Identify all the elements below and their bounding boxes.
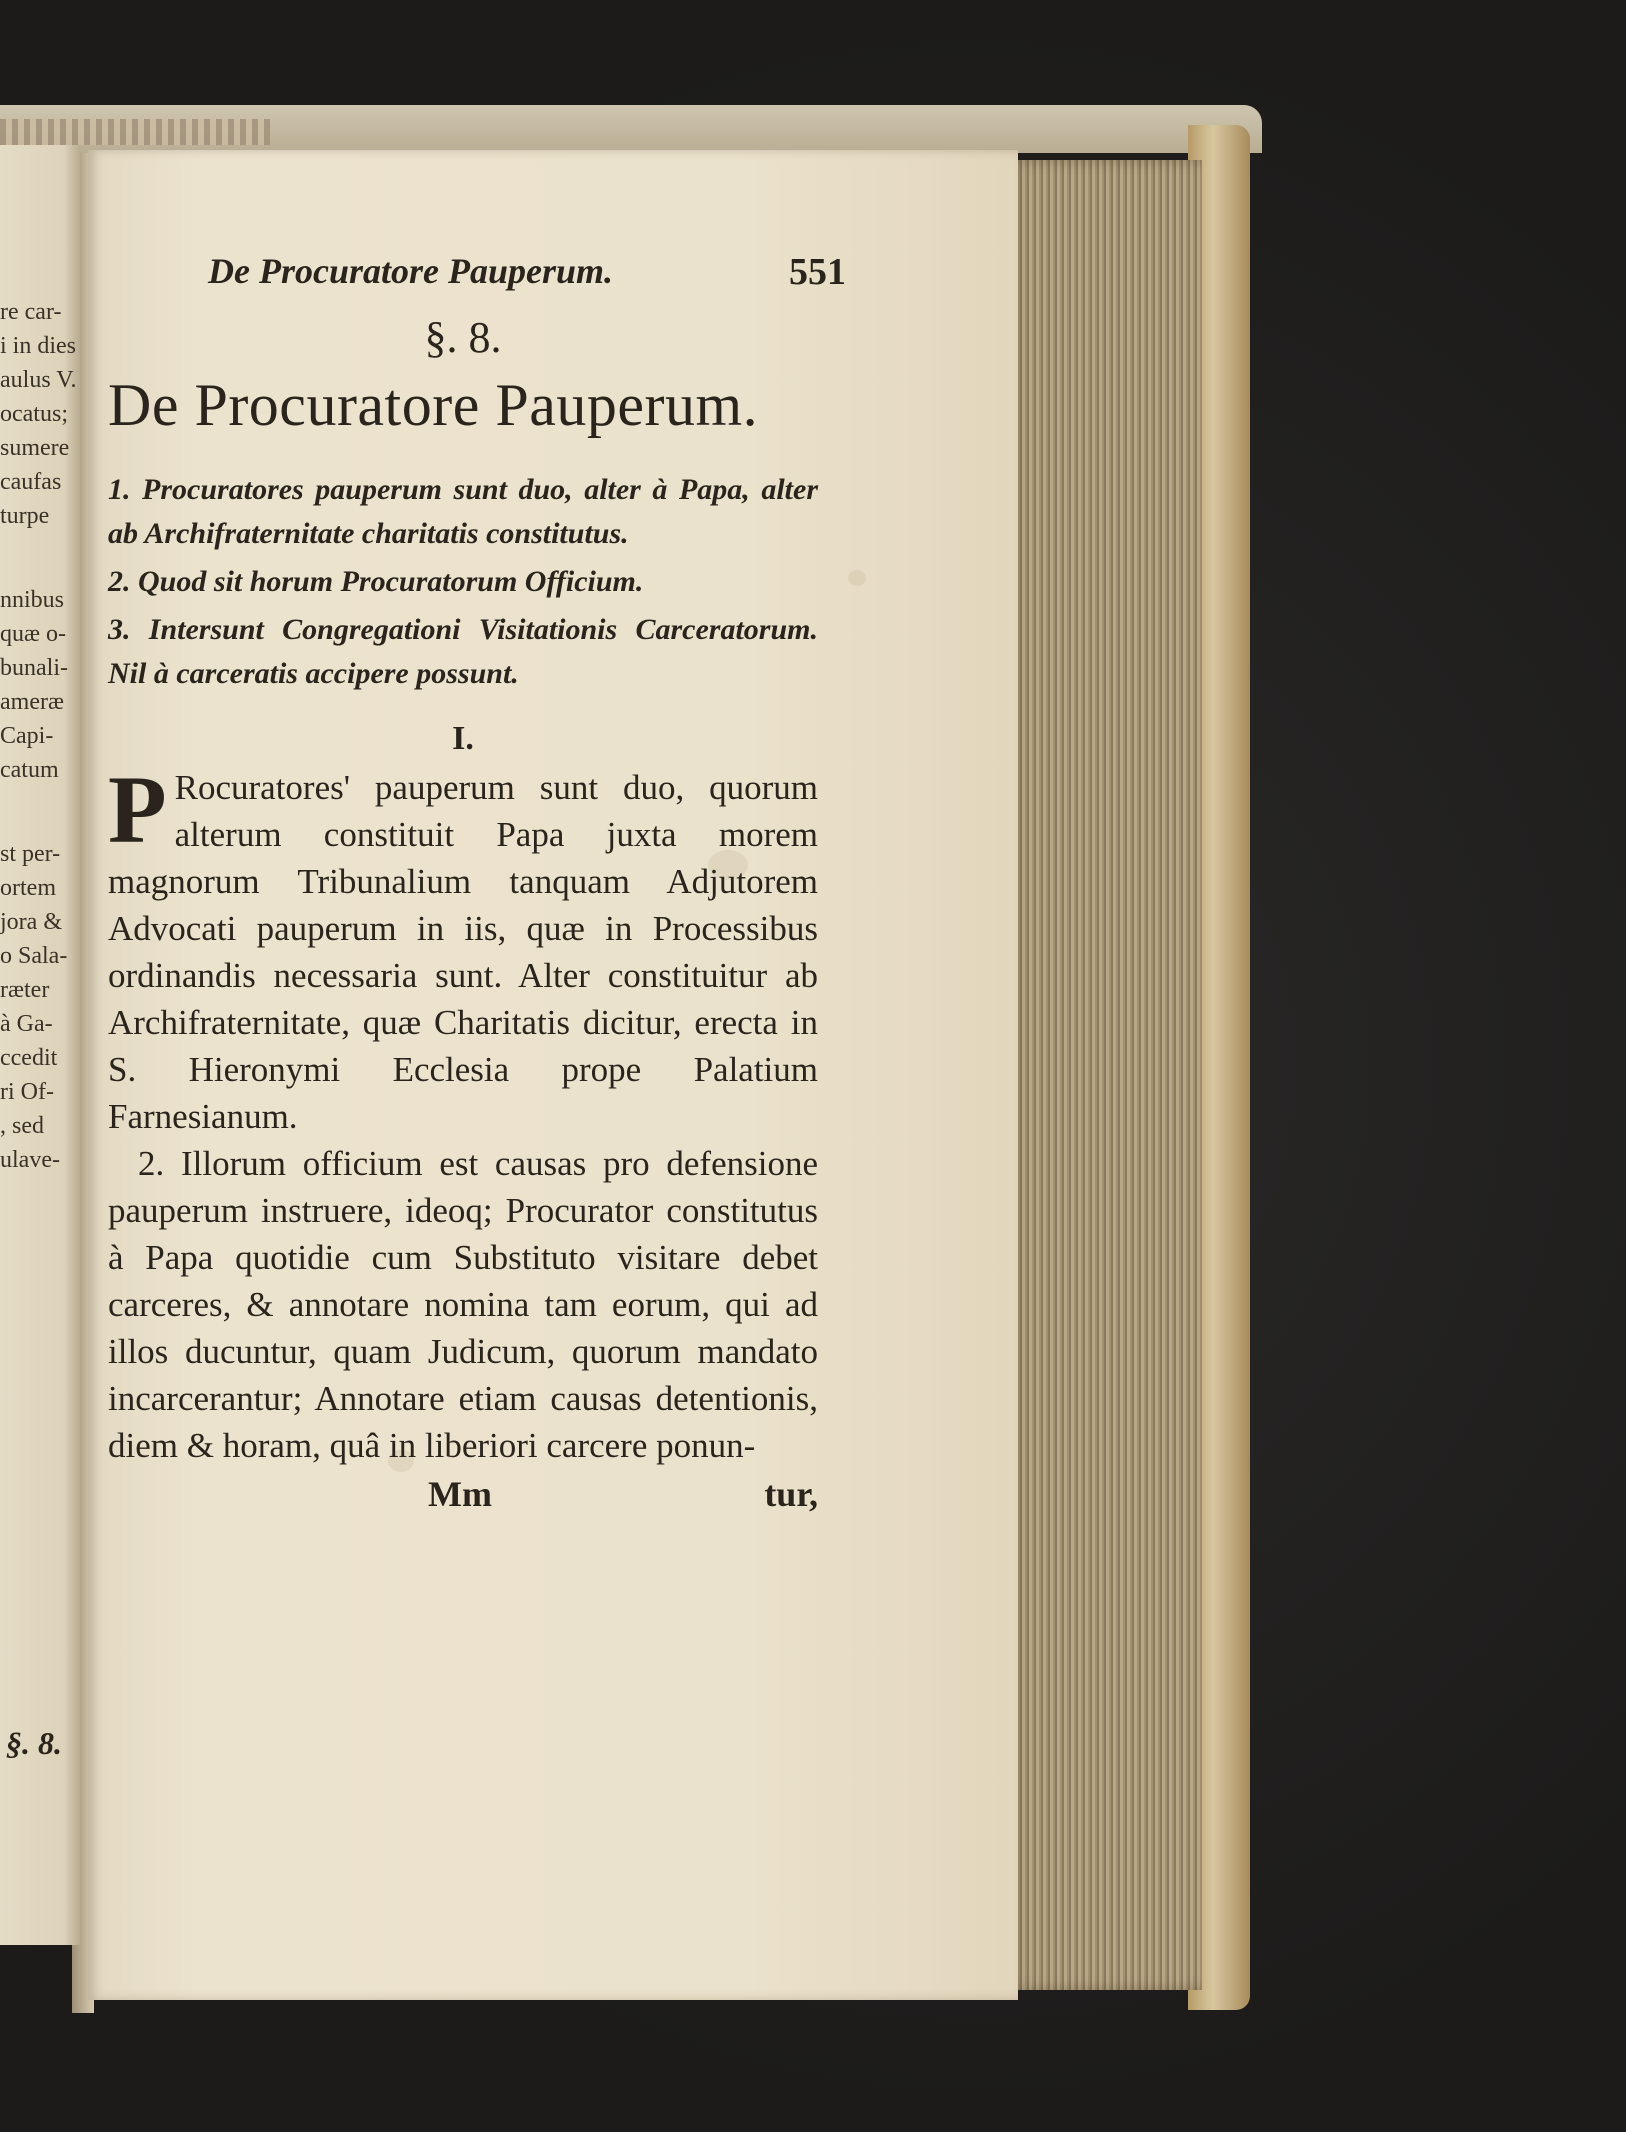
headband bbox=[0, 119, 270, 145]
left-page-line: catum bbox=[0, 757, 59, 783]
left-page-line bbox=[0, 533, 80, 583]
summary-item: 2. Quod sit horum Procuratorum Officium. bbox=[108, 565, 644, 598]
paragraph-number: I. bbox=[452, 720, 474, 757]
running-head bbox=[108, 250, 846, 306]
left-page-line: ocatus; bbox=[0, 401, 68, 427]
body-paragraph bbox=[108, 756, 818, 1140]
summary-item: 1. Procuratores pauperum sunt duo, alter à Papa, alter ab Archifraternitate charitatis constitutus. bbox=[108, 473, 818, 550]
summary-item: 3. Intersunt Congregationi Visitationis Carceratorum. Nil à carceratis accipere possunt. bbox=[108, 613, 818, 690]
chapter-title: De Procuratore Pauperum. bbox=[108, 372, 759, 438]
left-page-line: i in dies bbox=[0, 333, 76, 359]
page-text bbox=[108, 250, 846, 1523]
left-page-line: caufas bbox=[0, 469, 62, 495]
left-page-line: st per- bbox=[0, 841, 61, 867]
left-page-line: re car- bbox=[0, 299, 62, 325]
left-page-line: ortem bbox=[0, 875, 56, 901]
left-page-text bbox=[0, 295, 80, 1177]
left-page-line: ri Of- bbox=[0, 1079, 54, 1105]
left-page-line: quæ o- bbox=[0, 621, 66, 647]
catchword: tur, bbox=[764, 1474, 818, 1514]
left-page-line: ræter bbox=[0, 977, 50, 1003]
left-page-line: ameræ bbox=[0, 689, 64, 715]
drop-cap: P bbox=[108, 756, 167, 863]
left-page-line: o Sala- bbox=[0, 943, 68, 969]
chapter-summary bbox=[108, 468, 818, 696]
section-number: §. 8. bbox=[424, 313, 502, 362]
left-page-line: ccedit bbox=[0, 1045, 58, 1071]
left-page-line: bunali- bbox=[0, 655, 68, 681]
page-footer bbox=[108, 1473, 818, 1523]
left-page-line: Capi- bbox=[0, 723, 54, 749]
page-fore-edge bbox=[1006, 160, 1202, 1990]
left-page-line: aulus V. bbox=[0, 367, 77, 393]
left-page-line: ulave- bbox=[0, 1147, 60, 1173]
foxing-spot bbox=[848, 570, 866, 586]
signature-mark: Mm bbox=[428, 1474, 492, 1514]
body-text bbox=[108, 756, 818, 1469]
left-page-section-mark: §. 8. bbox=[6, 1725, 62, 1761]
left-page-line bbox=[0, 787, 80, 837]
page-number: 551 bbox=[789, 251, 846, 293]
left-page-line: jora & bbox=[0, 909, 62, 935]
body-paragraph-text: Rocuratores' pauperum sunt duo, quorum alterum constituit Papa juxta morem magnorum Tribunalium tanquam Adjutorem Advocati pauperum in iis, quæ in Processibus ordinandis necessaria sunt. Alter constituitur ab Archifraternitate, quæ Charitatis dicitur, erecta in S. Hieronymi Ecclesia prope Palatium Farnesianum. bbox=[108, 768, 818, 1136]
left-page-line: sumere bbox=[0, 435, 70, 461]
left-page-line: nnibus bbox=[0, 587, 65, 613]
body-paragraph: 2. Illorum officium est causas pro defensione pauperum instruere, ideoq; Procurator constitutus à Papa quotidie cum Substituto visitare debet carceres, & annotare nomina tam eorum, qui ad illos ducuntur, quam Judicum, quorum mandato incarcerantur; Annotare etiam causas detentionis, diem & horam, quâ in liberiori carcere ponun- bbox=[108, 1144, 818, 1465]
left-page-line: , sed bbox=[0, 1113, 44, 1139]
left-page bbox=[0, 145, 80, 1945]
left-page-line: à Ga- bbox=[0, 1011, 53, 1037]
running-head-title: De Procuratore Pauperum. bbox=[208, 251, 613, 291]
left-page-line: turpe bbox=[0, 503, 50, 529]
